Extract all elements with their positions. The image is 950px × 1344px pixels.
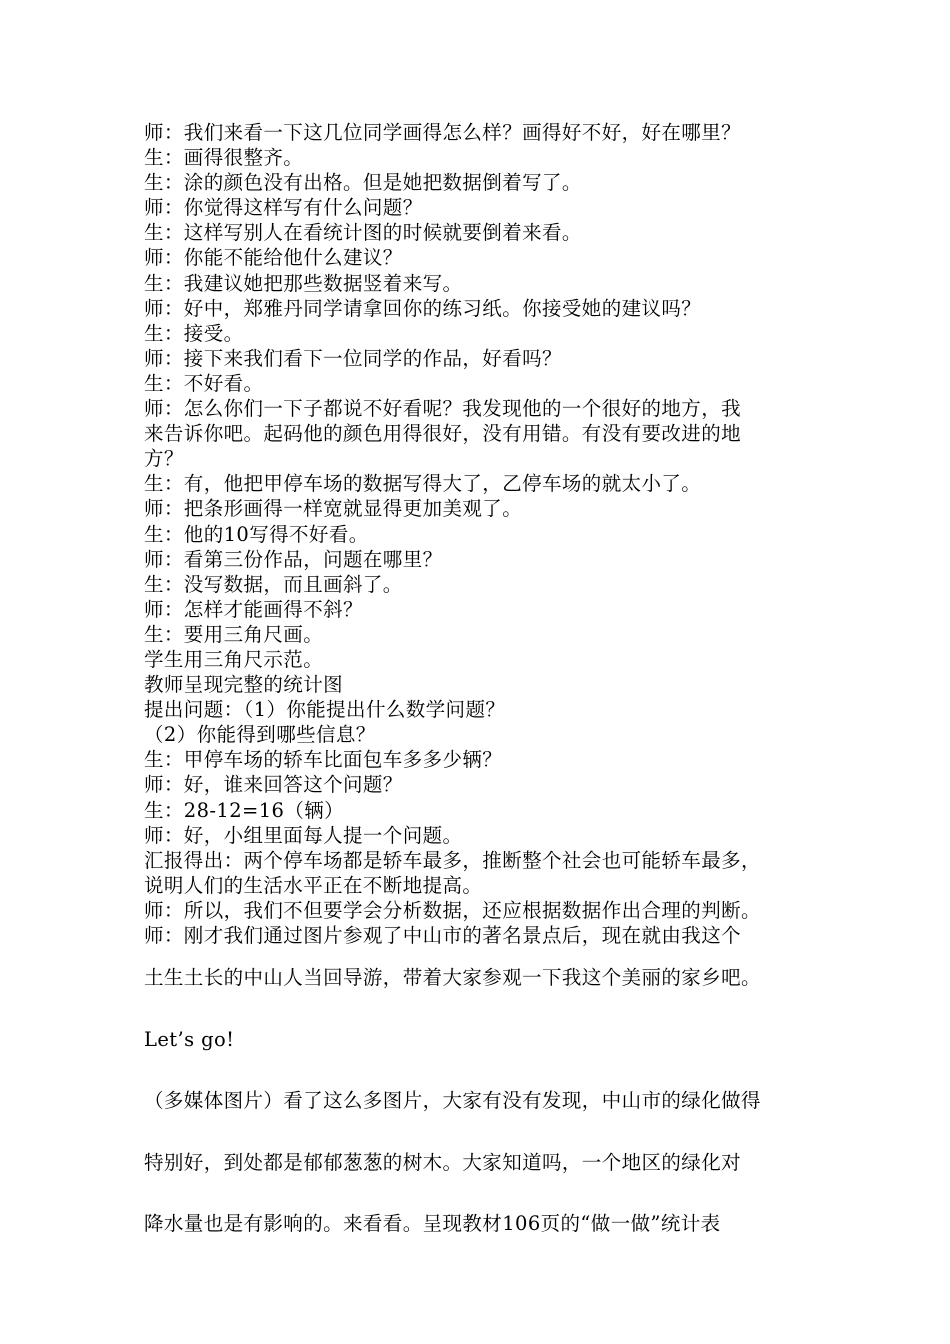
- text-line: 师：接下来我们看下一位同学的作品，好看吗？: [144, 346, 562, 370]
- text-line: 生：他的10写得不好看。: [144, 522, 369, 546]
- text-line: 师：你觉得这样写有什么问题？: [144, 196, 423, 220]
- text-line: 生：没写数据，而且画斜了。: [144, 572, 403, 596]
- text-line: 学生用三角尺示范。: [144, 647, 324, 671]
- text-line: （多媒体图片）看了这么多图片，大家有没有发现，中山市的绿化做得: [144, 1089, 761, 1113]
- text-line: 生：这样写别人在看统计图的时候就要倒着来看。: [144, 221, 582, 245]
- text-line: 教师呈现完整的统计图: [144, 673, 344, 697]
- text-line: 师：看第三份作品，问题在哪里？: [144, 547, 443, 571]
- narrative-paragraph: [144, 965, 824, 1273]
- text-line: 生：要用三角尺画。: [144, 622, 324, 646]
- text-line: 生：我建议她把那些数据竖着来写。: [144, 271, 463, 295]
- text-line: 师：怎样才能画得不斜？: [144, 597, 363, 621]
- text-line: 降水量也是有影响的。来看看。呈现教材106页的“做一做”统计表: [144, 1212, 721, 1236]
- text-line: 师：好，小组里面每人提一个问题。: [144, 823, 463, 847]
- text-line: Let’s go!: [144, 1027, 235, 1051]
- text-line: 生：接受。: [144, 321, 244, 345]
- text-line: 说明人们的生活水平正在不断地提高。: [144, 873, 483, 897]
- text-line: 生：画得很整齐。: [144, 146, 304, 170]
- text-line: 特别好，到处都是郁郁葱葱的树木。大家知道吗，一个地区的绿化对: [144, 1150, 742, 1174]
- text-line: 师：刚才我们通过图片参观了中山市的著名景点后，现在就由我这个: [144, 924, 742, 947]
- text-line: 生：甲停车场的轿车比面包车多多少辆？: [144, 748, 503, 772]
- dialogue-transcript: [144, 120, 824, 948]
- text-line: 师：我们来看一下这几位同学画得怎么样？画得好不好，好在哪里？: [144, 121, 742, 144]
- text-line: 来告诉你吧。起码他的颜色用得很好，没有用错。有没有要改进的地: [144, 422, 742, 446]
- text-line: 师：怎么你们一下子都说不好看呢？我发现他的一个很好的地方，我: [144, 397, 742, 421]
- text-line: 生：28-12=16（辆）: [144, 798, 345, 822]
- text-line: 师：把条形画得一样宽就显得更加美观了。: [144, 497, 523, 521]
- text-line: 方？: [144, 447, 184, 471]
- text-line: 生：有，他把甲停车场的数据写得大了，乙停车场的就太小了。: [144, 472, 702, 496]
- text-line: 生：不好看。: [144, 371, 264, 395]
- text-line: 师：你能不能给他什么建议？: [144, 246, 403, 270]
- text-line: 师：好中，郑雅丹同学请拿回你的练习纸。你接受她的建议吗？: [144, 296, 702, 320]
- text-line: 师：好，谁来回答这个问题？: [144, 773, 403, 797]
- text-line: （2）你能得到哪些信息？: [144, 723, 376, 747]
- text-line: 提出问题：（1）你能提出什么数学问题？: [144, 698, 506, 722]
- text-line: 生：涂的颜色没有出格。但是她把数据倒着写了。: [144, 171, 582, 195]
- text-line: 汇报得出：两个停车场都是轿车最多，推断整个社会也可能轿车最多，: [144, 848, 761, 872]
- text-line: 土生土长的中山人当回导游，带着大家参观一下我这个美丽的家乡吧。: [144, 966, 761, 989]
- text-line: 师：所以，我们不但要学会分析数据，还应根据数据作出合理的判断。: [144, 898, 761, 922]
